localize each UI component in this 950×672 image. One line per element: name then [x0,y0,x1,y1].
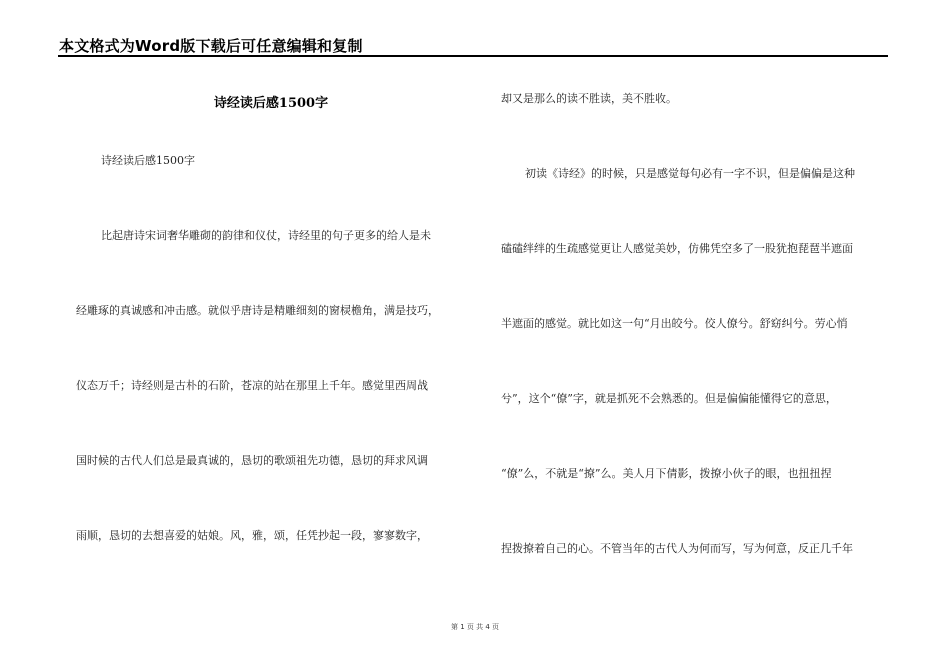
paragraph-line: 磕磕绊绊的生疏感觉更让人感觉美妙，仿佛凭空多了一股犹抱琵琶半遮面 [501,242,853,255]
page-footer: 第 1 页 共 4 页 [450,623,500,631]
paragraph-line: 却又是那么的读不胜读，美不胜收。 [501,92,677,105]
paragraph-line: 兮”，这个“僚”字，就是抓死不会熟悉的。但是偏偏能懂得它的意思， [501,392,837,405]
paragraph-line: 雨顺，恳切的去想喜爱的姑娘。风，雅，颂，任凭抄起一段，寥寥数字， [76,529,428,542]
paragraph-line: 半遮面的感觉。就比如这一句“月出皎兮。佼人僚兮。舒窈纠兮。劳心悄 [501,317,848,330]
paragraph-line: 初读《诗经》的时候，只是感觉每句必有一字不识，但是偏偏是这种 [525,167,855,180]
paragraph-line: 仪态万千；诗经则是古朴的石阶，苍凉的站在那里上千年。感觉里西周战 [76,379,428,392]
subtitle-line: 诗经读后感1500字 [101,154,195,167]
header-rule [58,55,888,57]
paragraph-line: 经雕琢的真诚感和冲击感。就似乎唐诗是精雕细刻的窗棂檐角，满是技巧， [76,304,439,317]
paragraph-line: 捏拨撩着自己的心。不管当年的古代人为何而写，写为何意，反正几千年 [501,542,853,555]
paragraph-line: “僚”么，不就是“撩”么。美人月下倩影，拨撩小伙子的眼，也扭扭捏 [501,467,832,480]
paragraph-line: 比起唐诗宋词奢华雕砌的韵律和仪仗，诗经里的句子更多的给人是未 [101,229,431,242]
document-banner: 本文格式为Word版下载后可任意编辑和复制 [59,37,363,55]
document-title: 诗经读后感1500字 [213,96,329,111]
paragraph-line: 国时候的古代人们总是最真诚的，恳切的歌颂祖先功德，恳切的拜求风调 [76,454,428,467]
